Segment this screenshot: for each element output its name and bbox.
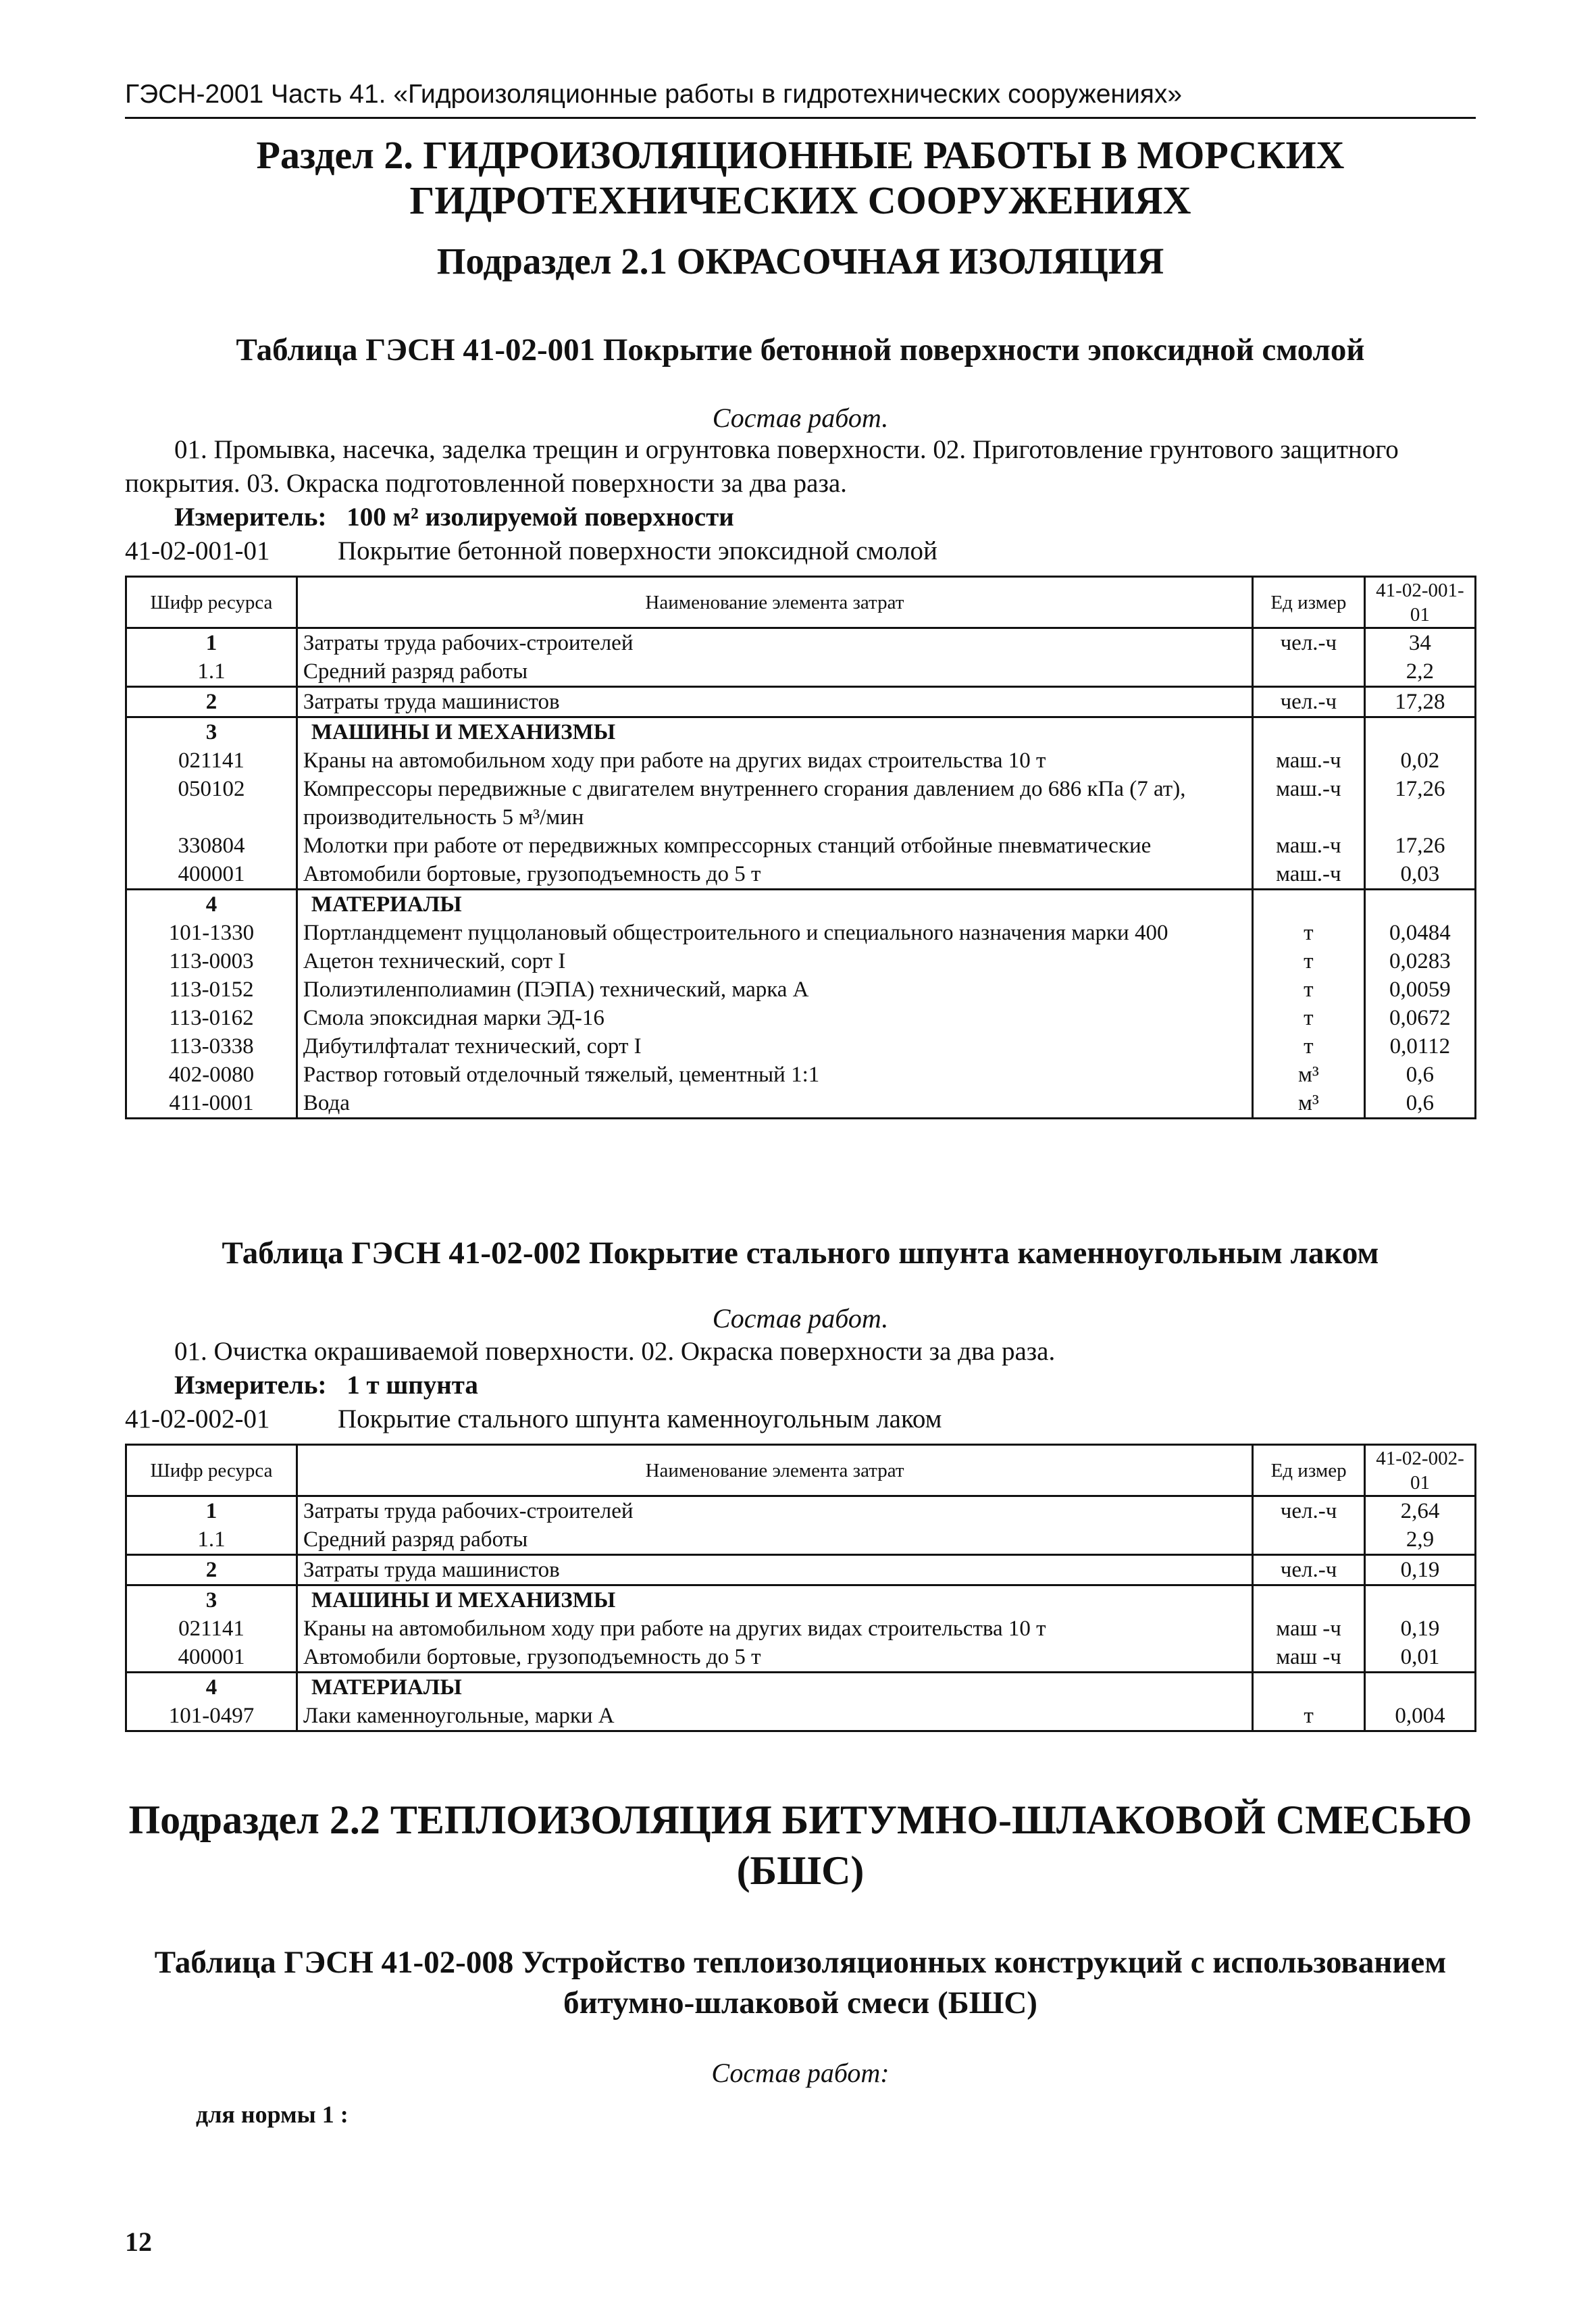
table-row xyxy=(126,1702,1476,1731)
row-code: 113-0152 xyxy=(126,975,297,1004)
table1-composition-label: Состав работ. xyxy=(712,403,889,433)
row-value xyxy=(1364,717,1475,747)
table-row xyxy=(126,1061,1476,1089)
table1-col-norm: 41-02-001-01 xyxy=(1364,577,1475,628)
row-value: 0,6 xyxy=(1364,1089,1475,1119)
row-unit: чел.-ч xyxy=(1253,1496,1365,1526)
row-name: Портландцемент пуццолановый общестроительного и специального назначения марки 400 xyxy=(297,919,1252,947)
table-row xyxy=(126,687,1476,717)
table2-meter xyxy=(174,1368,1525,1402)
row-name: МАШИНЫ И МЕХАНИЗМЫ xyxy=(297,1585,1253,1615)
row-value: 0,0484 xyxy=(1364,919,1475,947)
table1-col-code: Шифр ресурса xyxy=(126,577,297,628)
row-name: Автомобили бортовые, грузоподъемность до 5 т xyxy=(297,1643,1253,1673)
row-code: 4 xyxy=(126,890,297,919)
row-unit xyxy=(1253,1673,1365,1702)
row-name: Компрессоры передвижные с двигателем внутреннего сгорания давлением до 686 кПа (7 ат), производительность 5 м³/мин xyxy=(297,775,1252,832)
row-name: Ацетон технический, сорт I xyxy=(297,947,1252,975)
row-name: Дибутилфталат технический, сорт I xyxy=(297,1032,1252,1061)
running-header: ГЭСН-2001 Часть 41. «Гидроизоляционные работы в гидротехнических сооружениях» xyxy=(125,80,1183,109)
row-unit xyxy=(1252,890,1364,919)
row-name: МАТЕРИАЛЫ xyxy=(297,1673,1253,1702)
row-code: 2 xyxy=(126,687,297,717)
row-code: 1.1 xyxy=(126,1525,297,1555)
row-unit: м³ xyxy=(1252,1089,1364,1119)
row-value: 2,2 xyxy=(1364,657,1475,687)
header-rule xyxy=(125,117,1476,119)
table-row xyxy=(126,832,1476,860)
section-title-line2: ГИДРОТЕХНИЧЕСКИХ СООРУЖЕНИЯХ xyxy=(409,178,1191,222)
row-value: 0,02 xyxy=(1364,746,1475,775)
row-unit: маш.-ч xyxy=(1252,832,1364,860)
table1-composition-line1: 01. Промывка, насечка, заделка трещин и огрунтовка поверхности. 02. Приготовление грунтового защитного xyxy=(174,435,1399,464)
table1-code-line xyxy=(125,534,1476,568)
table2-meter-value: 1 т шпунта xyxy=(346,1371,478,1400)
row-unit: маш -ч xyxy=(1253,1643,1365,1673)
row-code: 402-0080 xyxy=(126,1061,297,1089)
table2-meter-label: Измеритель: xyxy=(174,1371,327,1400)
table-row xyxy=(126,890,1476,919)
row-name: Затраты труда рабочих-строителей xyxy=(297,628,1252,658)
section-title-line1: Раздел 2. ГИДРОИЗОЛЯЦИОННЫЕ РАБОТЫ В МОРСКИХ xyxy=(256,133,1345,177)
row-unit xyxy=(1252,657,1364,687)
table-row xyxy=(126,1555,1476,1585)
row-value: 0,19 xyxy=(1365,1615,1476,1643)
table3-title-line2: битумно-шлаковой смеси (БШС) xyxy=(563,1985,1037,2020)
row-unit: т xyxy=(1253,1702,1365,1731)
row-value: 17,26 xyxy=(1364,775,1475,832)
table-row xyxy=(126,1032,1476,1061)
row-name: Раствор готовый отделочный тяжелый, цементный 1:1 xyxy=(297,1061,1252,1089)
row-value: 2,64 xyxy=(1365,1496,1476,1526)
row-value: 0,6 xyxy=(1364,1061,1475,1089)
row-code: 330804 xyxy=(126,832,297,860)
table-row xyxy=(126,1673,1476,1702)
table2-code-line xyxy=(125,1402,1476,1436)
row-value: 0,0059 xyxy=(1364,975,1475,1004)
table-row xyxy=(126,1615,1476,1643)
table3-for-norm: для нормы 1 : xyxy=(196,2101,349,2128)
table2-col-code: Шифр ресурса xyxy=(126,1445,297,1496)
row-value: 0,004 xyxy=(1365,1702,1476,1731)
row-unit: т xyxy=(1252,1032,1364,1061)
row-unit xyxy=(1253,1525,1365,1555)
subsection-title-2-1: Подраздел 2.1 ОКРАСОЧНАЯ ИЗОЛЯЦИЯ xyxy=(436,240,1164,282)
row-code: 101-0497 xyxy=(126,1702,297,1731)
row-name: Средний разряд работы xyxy=(297,1525,1253,1555)
row-unit: маш.-ч xyxy=(1252,746,1364,775)
row-unit: маш.-ч xyxy=(1252,775,1364,832)
table1-meter-value: 100 м² изолируемой поверхности xyxy=(346,503,734,532)
row-name: МАШИНЫ И МЕХАНИЗМЫ xyxy=(297,717,1252,747)
page-number: 12 xyxy=(125,2227,152,2257)
row-unit: т xyxy=(1252,947,1364,975)
row-code: 1.1 xyxy=(126,657,297,687)
row-unit: маш -ч xyxy=(1253,1615,1365,1643)
row-code: 3 xyxy=(126,717,297,747)
row-name: МАТЕРИАЛЫ xyxy=(297,890,1252,919)
row-code: 021141 xyxy=(126,1615,297,1643)
table-row xyxy=(126,947,1476,975)
table-row xyxy=(126,1525,1476,1555)
table-row xyxy=(126,860,1476,890)
row-unit: чел.-ч xyxy=(1253,1555,1365,1585)
table1-meter-label: Измеритель: xyxy=(174,503,327,532)
table-row xyxy=(126,1496,1476,1526)
row-name: Лаки каменноугольные, марки А xyxy=(297,1702,1253,1731)
row-code: 400001 xyxy=(126,860,297,890)
row-value: 0,0672 xyxy=(1364,1004,1475,1032)
row-name: Полиэтиленполиамин (ПЭПА) технический, марка А xyxy=(297,975,1252,1004)
table2-composition-line1: 01. Очистка окрашиваемой поверхности. 02. Окраска поверхности за два раза. xyxy=(174,1337,1056,1366)
table2-code-name: Покрытие стального шпунта каменноугольным лаком xyxy=(338,1404,942,1433)
row-code: 3 xyxy=(126,1585,297,1615)
row-code: 1 xyxy=(126,1496,297,1526)
table3-title-line1: Таблица ГЭСН 41-02-008 Устройство теплоизоляционных конструкций с использованием xyxy=(154,1945,1447,1980)
row-unit: маш.-ч xyxy=(1252,860,1364,890)
row-name: Затраты труда рабочих-строителей xyxy=(297,1496,1253,1526)
subsection-title-2-2-line1: Подраздел 2.2 ТЕПЛОИЗОЛЯЦИЯ БИТУМНО-ШЛАКОВОЙ СМЕСЬЮ xyxy=(128,1798,1472,1842)
row-code: 113-0003 xyxy=(126,947,297,975)
row-unit: т xyxy=(1252,975,1364,1004)
row-name: Краны на автомобильном ходу при работе на других видах строительства 10 т xyxy=(297,1615,1253,1643)
row-code: 400001 xyxy=(126,1643,297,1673)
table1 xyxy=(125,576,1476,1119)
row-unit: чел.-ч xyxy=(1252,628,1364,658)
table2-col-name: Наименование элемента затрат xyxy=(297,1445,1253,1496)
table1-title: Таблица ГЭСН 41-02-001 Покрытие бетонной поверхности эпоксидной смолой xyxy=(236,332,1365,367)
row-name: Затраты труда машинистов xyxy=(297,1555,1253,1585)
table1-col-name: Наименование элемента затрат xyxy=(297,577,1252,628)
row-unit xyxy=(1253,1585,1365,1615)
row-code: 050102 xyxy=(126,775,297,832)
table1-meter xyxy=(174,500,1525,534)
row-code: 2 xyxy=(126,1555,297,1585)
table2-composition-label: Состав работ. xyxy=(712,1303,889,1333)
row-name: Автомобили бортовые, грузоподъемность до 5 т xyxy=(297,860,1252,890)
table-row xyxy=(126,1004,1476,1032)
row-value: 34 xyxy=(1364,628,1475,658)
table-row xyxy=(126,775,1476,832)
table1-composition-line2: покрытия. 03. Окраска подготовленной поверхности за два раза. xyxy=(125,469,847,498)
table-row xyxy=(126,1643,1476,1673)
row-value: 0,01 xyxy=(1365,1643,1476,1673)
row-code: 101-1330 xyxy=(126,919,297,947)
row-value xyxy=(1364,890,1475,919)
table2-col-unit: Ед измер xyxy=(1253,1445,1365,1496)
row-value: 0,0283 xyxy=(1364,947,1475,975)
table-row xyxy=(126,717,1476,747)
row-value: 0,0112 xyxy=(1364,1032,1475,1061)
row-name: Вода xyxy=(297,1089,1252,1119)
row-value: 17,26 xyxy=(1364,832,1475,860)
table2-col-norm: 41-02-002-01 xyxy=(1365,1445,1476,1496)
table1-col-unit: Ед измер xyxy=(1252,577,1364,628)
table-row xyxy=(126,628,1476,658)
row-unit: м³ xyxy=(1252,1061,1364,1089)
row-code: 113-0338 xyxy=(126,1032,297,1061)
table-row xyxy=(126,919,1476,947)
row-name: Средний разряд работы xyxy=(297,657,1252,687)
table1-code-name: Покрытие бетонной поверхности эпоксидной смолой xyxy=(338,536,937,565)
row-unit: чел.-ч xyxy=(1252,687,1364,717)
row-name: Молотки при работе от передвижных компрессорных станций отбойные пневматические xyxy=(297,832,1252,860)
row-code: 411-0001 xyxy=(126,1089,297,1119)
row-code: 113-0162 xyxy=(126,1004,297,1032)
subsection-title-2-2-line2: (БШС) xyxy=(736,1848,865,1893)
row-unit xyxy=(1252,717,1364,747)
row-code: 4 xyxy=(126,1673,297,1702)
row-value: 17,28 xyxy=(1364,687,1475,717)
row-value xyxy=(1365,1585,1476,1615)
table2-title: Таблица ГЭСН 41-02-002 Покрытие стального шпунта каменноугольным лаком xyxy=(222,1236,1379,1271)
table-row xyxy=(126,1585,1476,1615)
table2 xyxy=(125,1444,1476,1732)
row-unit: т xyxy=(1252,919,1364,947)
row-name: Краны на автомобильном ходу при работе на других видах строительства 10 т xyxy=(297,746,1252,775)
table-row xyxy=(126,746,1476,775)
table-row xyxy=(126,975,1476,1004)
row-value: 2,9 xyxy=(1365,1525,1476,1555)
row-code: 1 xyxy=(126,628,297,658)
table2-code: 41-02-002-01 xyxy=(125,1404,270,1433)
row-name: Затраты труда машинистов xyxy=(297,687,1252,717)
table1-code: 41-02-001-01 xyxy=(125,536,270,565)
table-row xyxy=(126,657,1476,687)
row-value xyxy=(1365,1673,1476,1702)
table3-composition-label: Состав работ: xyxy=(711,2058,890,2088)
row-value: 0,03 xyxy=(1364,860,1475,890)
table-row xyxy=(126,1089,1476,1119)
row-name: Смола эпоксидная марки ЭД-16 xyxy=(297,1004,1252,1032)
row-code: 021141 xyxy=(126,746,297,775)
row-value: 0,19 xyxy=(1365,1555,1476,1585)
row-unit: т xyxy=(1252,1004,1364,1032)
